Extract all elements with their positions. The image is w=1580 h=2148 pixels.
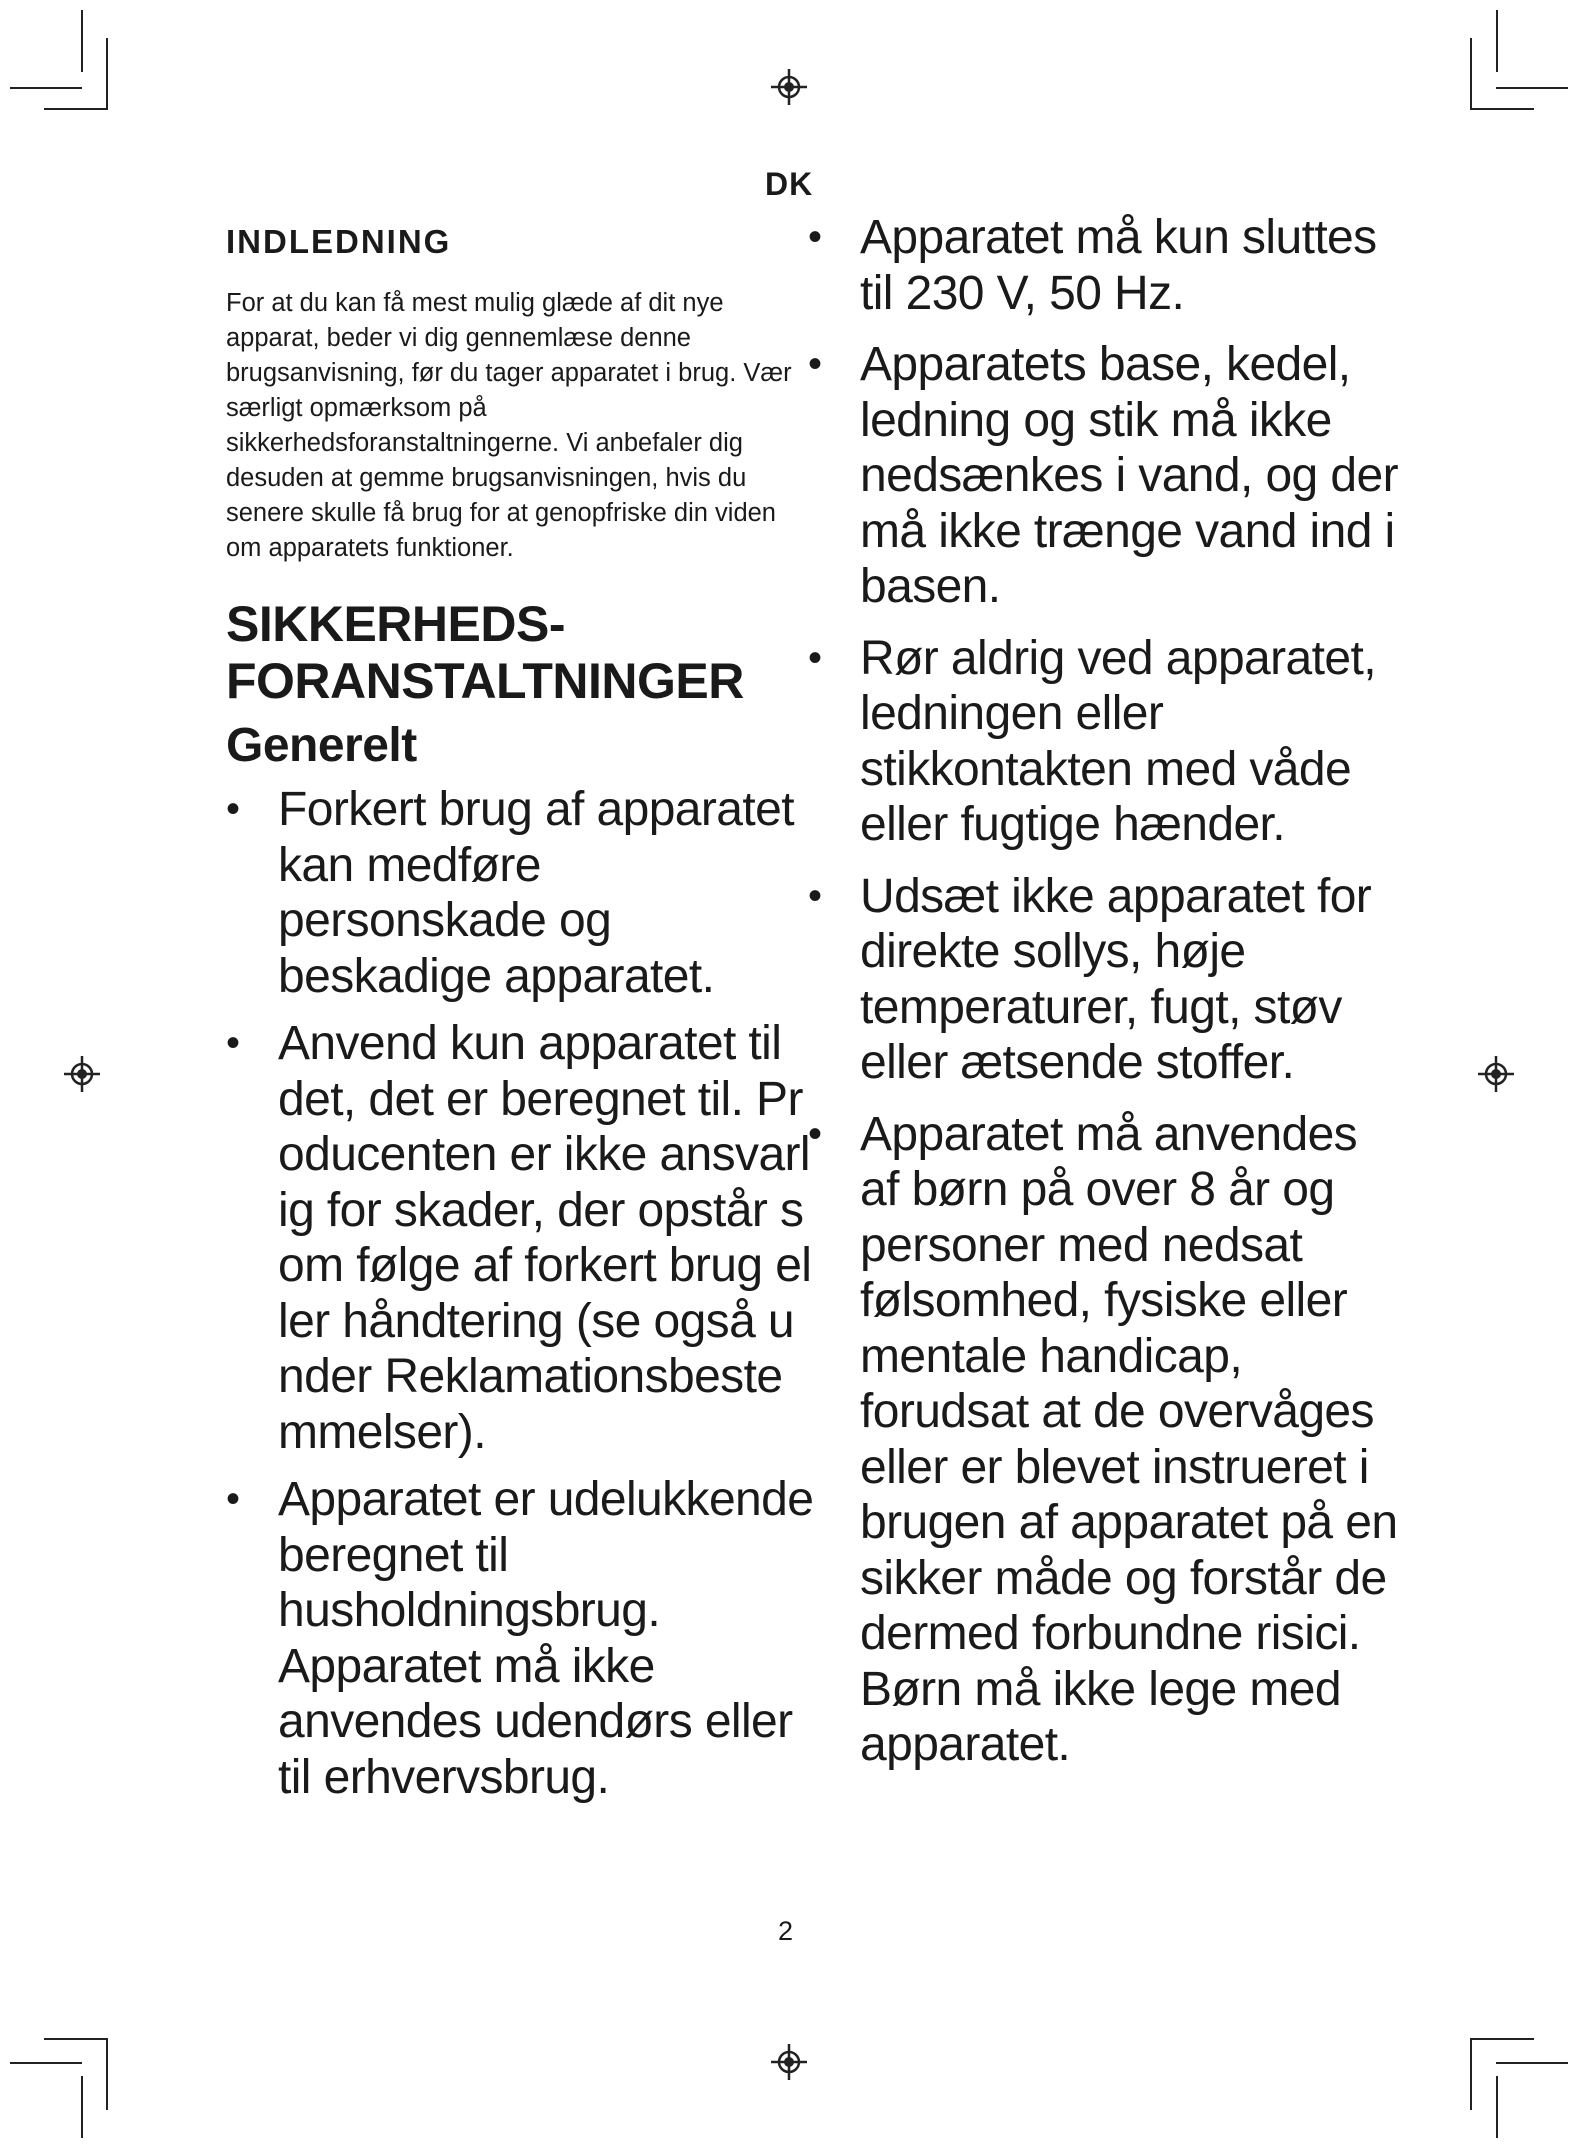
list-item: [808, 631, 1408, 853]
bullet-icon: •: [808, 635, 822, 680]
list-item: [226, 782, 816, 1004]
right-bullet-list: [808, 210, 1408, 1773]
bullet-text: Apparatet er udelukkende beregnet til husholdningsbrug. Apparatet må ikke anvendes udendørs eller til erhvervsbrug.: [278, 1473, 814, 1804]
bullet-text: Anvend kun apparatet til det, det er beregnet til. Producenten er ikke ansvarlig for skader, der opstår som følge af forkert brug eller håndtering (se også under Reklamationsbestemmelser).: [278, 1017, 812, 1459]
list-item: [808, 337, 1408, 615]
registration-mark-icon: [771, 69, 807, 105]
list-item: [808, 210, 1408, 321]
bullet-text: Apparatets base, kedel, ledning og stik må ikke nedsænkes i vand, og der må ikke trænge vand ind i basen.: [860, 338, 1398, 613]
bullet-icon: •: [808, 215, 822, 259]
bullet-text: Udsæt ikke apparatet for direkte sollys, høje temperaturer, fugt, støv eller ætsende stoffer.: [860, 869, 1372, 1089]
language-code: DK: [765, 166, 814, 202]
bullet-icon: •: [226, 1477, 240, 1521]
right-column: [808, 210, 1408, 1789]
intro-heading: INDLEDNING: [226, 223, 452, 260]
bullet-icon: •: [808, 1111, 822, 1156]
bullet-text: Rør aldrig ved apparatet, ledningen eller stikkontakten med våde eller fugtige hænder.: [860, 631, 1376, 851]
bullet-text: Forkert brug af apparatet kan medføre personskade og beskadige apparatet.: [278, 783, 794, 1003]
bullet-icon: •: [226, 787, 240, 831]
safety-heading: SIKKERHEDS-FORANSTALTNINGER: [226, 596, 744, 709]
registration-mark-icon: [64, 1056, 100, 1092]
left-column: [226, 218, 816, 1817]
registration-mark-icon: [771, 2044, 807, 2080]
page-number: 2: [778, 1916, 794, 1946]
bullet-icon: •: [808, 342, 822, 386]
bullet-icon: •: [808, 873, 822, 918]
list-item: [808, 1107, 1408, 1773]
left-bullet-list: [226, 782, 816, 1805]
general-subheading: Generelt: [226, 719, 417, 772]
list-item: [808, 869, 1408, 1091]
bullet-text: Apparatet må anvendes af børn på over 8 år og personer med nedsat følsomhed, fysiske eller mentale handicap, forudsat at de overvåges eller er blevet instrueret i brugen af apparatet på en sikker måde og forstår de dermed forbundne risici. Børn må ikke lege med apparatet.: [860, 1107, 1398, 1771]
list-item: [226, 1016, 816, 1460]
bullet-text: Apparatet må kun sluttes til 230 V, 50 Hz.: [860, 211, 1377, 320]
bullet-icon: •: [226, 1021, 240, 1065]
registration-mark-icon: [1478, 1056, 1514, 1092]
intro-text: For at du kan få mest mulig glæde af dit nye apparat, beder vi dig gennemlæse denne brugsanvisning, før du tager apparatet i brug. Vær særligt opmærksom på sikkerhedsforanstaltningerne. Vi anbefaler dig desuden at gemme brugsanvisningen, hvis du senere skulle få brug for at genopfriske din viden om apparatets funktioner.: [226, 289, 792, 562]
list-item: [226, 1472, 816, 1805]
